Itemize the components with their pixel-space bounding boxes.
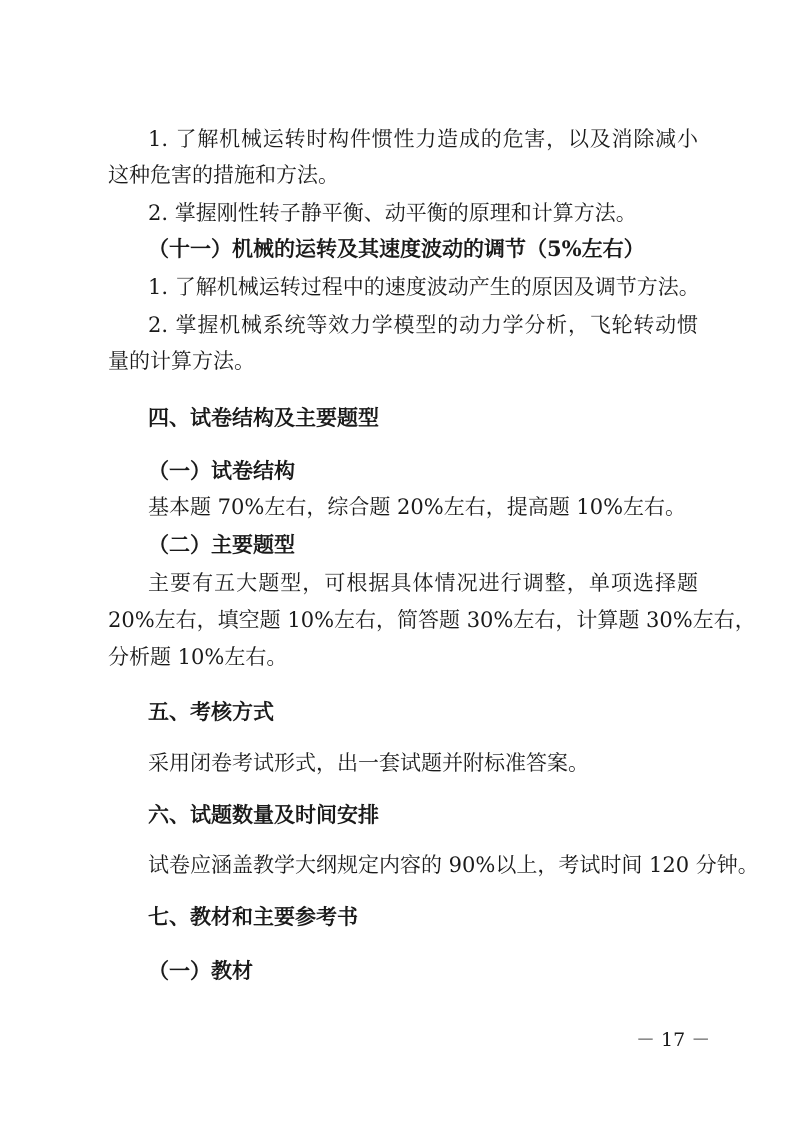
paragraph-line: 基本题 70%左右，综合题 20%左右，提高题 10%左右。 <box>148 495 687 519</box>
section-heading: 七、教材和主要参考书 <box>148 904 358 929</box>
paragraph-line: 采用闭卷考试形式，出一套试题并附标准答案。 <box>148 751 589 775</box>
paragraph-line: 1. 了解机械运转时构件惯性力造成的危害，以及消除减小 <box>148 127 698 151</box>
paragraph-line: 量的计算方法。 <box>108 349 255 373</box>
paragraph-line: 这种危害的措施和方法。 <box>108 163 339 187</box>
paragraph-line: 2. 掌握机械系统等效力学模型的动力学分析，飞轮转动惯 <box>148 313 698 337</box>
subsection-heading: （一）教材 <box>148 958 253 983</box>
paragraph-line: 试卷应涵盖教学大纲规定内容的 90%以上，考试时间 120 分钟。 <box>148 853 759 877</box>
section-heading: 五、考核方式 <box>148 699 274 724</box>
section-heading: 六、试题数量及时间安排 <box>148 802 379 827</box>
paragraph-line: 20%左右，填空题 10%左右，简答题 30%左右，计算题 30%左右， <box>108 608 756 632</box>
paragraph-line: 1. 了解机械运转过程中的速度波动产生的原因及调节方法。 <box>148 275 700 299</box>
section-heading: 四、试卷结构及主要题型 <box>148 405 379 430</box>
paragraph-line: 分析题 10%左右。 <box>108 645 288 669</box>
page-number: － 17 － <box>636 1029 711 1051</box>
subsection-heading: （一）试卷结构 <box>148 458 295 483</box>
paragraph-line: 主要有五大题型，可根据具体情况进行调整，单项选择题 <box>148 571 698 595</box>
subsection-heading: （二）主要题型 <box>148 532 295 557</box>
paragraph-line: 2. 掌握刚性转子静平衡、动平衡的原理和计算方法。 <box>148 201 637 225</box>
subsection-heading: （十一）机械的运转及其速度波动的调节（5%左右） <box>148 236 645 261</box>
